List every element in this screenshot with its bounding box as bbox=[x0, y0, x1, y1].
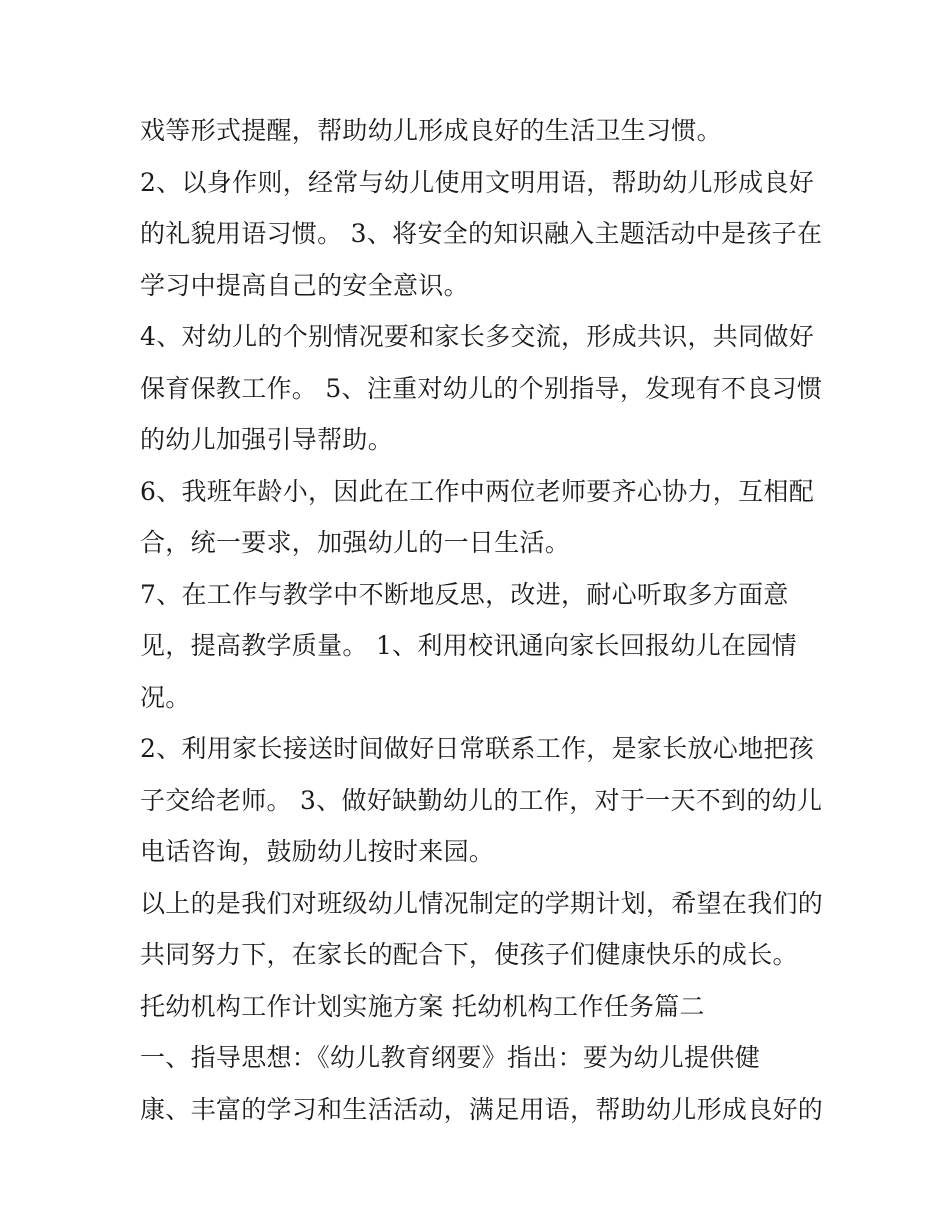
text-line: 康、丰富的学习和生活活动，满足用语，帮助幼儿形成良好的 bbox=[140, 1094, 824, 1124]
text-line: 的幼儿加强引导帮助。 bbox=[140, 425, 394, 454]
section-heading: 托幼机构工作计划实施方案 托幼机构工作任务篇二 bbox=[140, 991, 705, 1021]
text-line: 子交给老师。 3、做好缺勤幼儿的工作，对于一天不到的幼儿 bbox=[140, 785, 823, 815]
document-body bbox=[140, 105, 830, 1135]
text-line: 2、利用家长接送时间做好日常联系工作，是家长放心地把孩 bbox=[140, 734, 815, 763]
text-line: 保育保教工作。 5、注重对幼儿的个别指导，发现有不良习惯 bbox=[140, 373, 823, 403]
text-line: 2、以身作则，经常与幼儿使用文明用语，帮助幼儿形成良好 bbox=[140, 167, 815, 197]
text-line: 的礼貌用语习惯。 3、将安全的知识融入主题活动中是孩子在 bbox=[140, 219, 823, 248]
text-line: 见，提高教学质量。 1、利用校讯通向家长回报幼儿在园情 bbox=[140, 631, 797, 660]
text-line: 一、指导思想：《幼儿教育纲要》指出：要为幼儿提供健 bbox=[140, 1043, 761, 1072]
text-line: 以上的是我们对班级幼儿情况制定的学期计划，希望在我们的 bbox=[140, 888, 824, 918]
text-line: 共同努力下，在家长的配合下，使孩子们健康快乐的成长。 bbox=[140, 940, 798, 969]
text-line: 电话咨询，鼓励幼儿按时来园。 bbox=[140, 837, 495, 866]
text-line: 4、对幼儿的个别情况要和家长多交流，形成共识，共同做好 bbox=[140, 322, 815, 351]
text-line: 学习中提高自己的安全意识。 bbox=[140, 270, 469, 300]
text-line: 6、我班年龄小，因此在工作中两位老师要齐心协力，互相配 bbox=[140, 476, 815, 506]
text-line: 7、在工作与教学中不断地反思，改进，耐心听取多方面意 bbox=[140, 579, 789, 609]
text-line: 况。 bbox=[140, 682, 191, 712]
text-line: 合，统一要求，加强幼儿的一日生活。 bbox=[140, 528, 571, 557]
text-line: 戏等形式提醒，帮助幼儿形成良好的生活卫生习惯。 bbox=[140, 116, 722, 145]
